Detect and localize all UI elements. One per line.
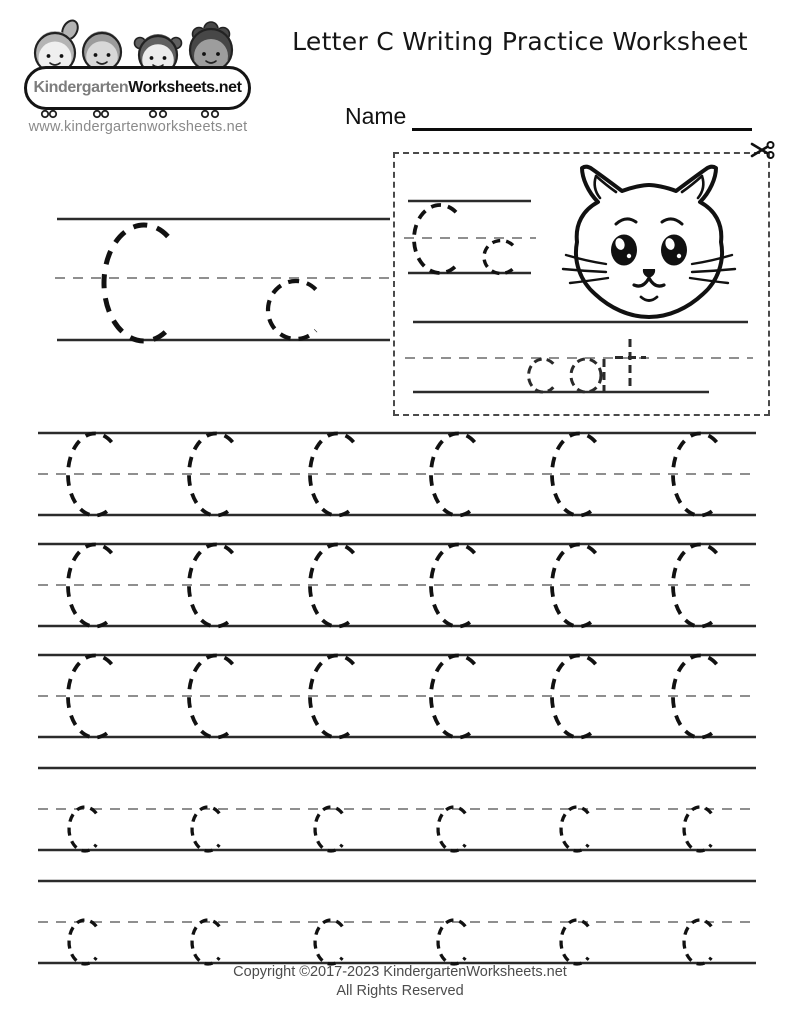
practice-row-2 bbox=[38, 544, 756, 627]
traced-letter-c-6 bbox=[684, 807, 711, 851]
traced-letter-C-1 bbox=[68, 434, 112, 516]
footer-rights: All Rights Reserved bbox=[336, 983, 464, 999]
traced-letter-c-6 bbox=[684, 920, 711, 964]
practice-row-1 bbox=[38, 433, 756, 516]
traced-letter-C-2 bbox=[189, 545, 233, 627]
traced-letter-c-4 bbox=[438, 920, 465, 964]
traced-letter-C-3 bbox=[310, 656, 354, 738]
logo-url: www.kindergartenworksheets.net bbox=[28, 119, 248, 135]
practice-row-4 bbox=[38, 768, 756, 851]
name-write-line bbox=[412, 128, 752, 131]
traced-letter-C-4 bbox=[431, 545, 475, 627]
traced-letter-c-3 bbox=[315, 807, 342, 851]
traced-letter-C-6 bbox=[673, 434, 717, 516]
traced-letter-C-1 bbox=[68, 655, 112, 737]
example-cutout-box bbox=[393, 152, 770, 416]
traced-letter-c-1 bbox=[69, 807, 96, 851]
traced-letter-C-2 bbox=[189, 434, 233, 516]
brand-name-black: Worksheets.net bbox=[128, 79, 242, 96]
logo-banner bbox=[24, 66, 251, 110]
scissors-icon bbox=[750, 140, 776, 160]
traced-letter-c-3 bbox=[315, 920, 342, 964]
traced-letter-C-5 bbox=[552, 545, 596, 627]
traced-letter-C-2 bbox=[189, 655, 233, 737]
practice-rows-group bbox=[38, 433, 756, 964]
traced-letter-C-6 bbox=[673, 656, 717, 738]
footer-copyright: Copyright ©2017-2023 KindergartenWorksheets.net bbox=[233, 964, 567, 980]
traced-letter-c-1 bbox=[69, 920, 96, 964]
demo-letter-C bbox=[104, 225, 168, 341]
traced-letter-c-5 bbox=[561, 920, 588, 964]
traced-letter-C-4 bbox=[431, 434, 475, 516]
demo-letter-c bbox=[268, 281, 316, 339]
traced-letter-c-4 bbox=[438, 807, 465, 851]
demo-writing-area bbox=[55, 219, 390, 341]
traced-letter-C-3 bbox=[310, 545, 354, 627]
traced-letter-C-1 bbox=[68, 545, 112, 627]
brand-name-gray: Kindergarten bbox=[33, 79, 129, 96]
traced-letter-c-2 bbox=[192, 920, 219, 964]
traced-letter-C-5 bbox=[552, 434, 596, 516]
practice-row-3 bbox=[38, 655, 756, 738]
name-label: Name bbox=[345, 103, 407, 129]
traced-letter-C-4 bbox=[431, 656, 475, 738]
practice-row-5 bbox=[38, 881, 756, 964]
traced-letter-C-3 bbox=[310, 434, 354, 516]
traced-letter-c-5 bbox=[561, 807, 588, 851]
traced-letter-C-5 bbox=[552, 656, 596, 738]
page-title: Letter C Writing Practice Worksheet bbox=[292, 27, 748, 56]
kid-feet-icon bbox=[42, 111, 218, 117]
traced-letter-c-2 bbox=[192, 807, 219, 851]
traced-letter-C-6 bbox=[673, 545, 717, 627]
